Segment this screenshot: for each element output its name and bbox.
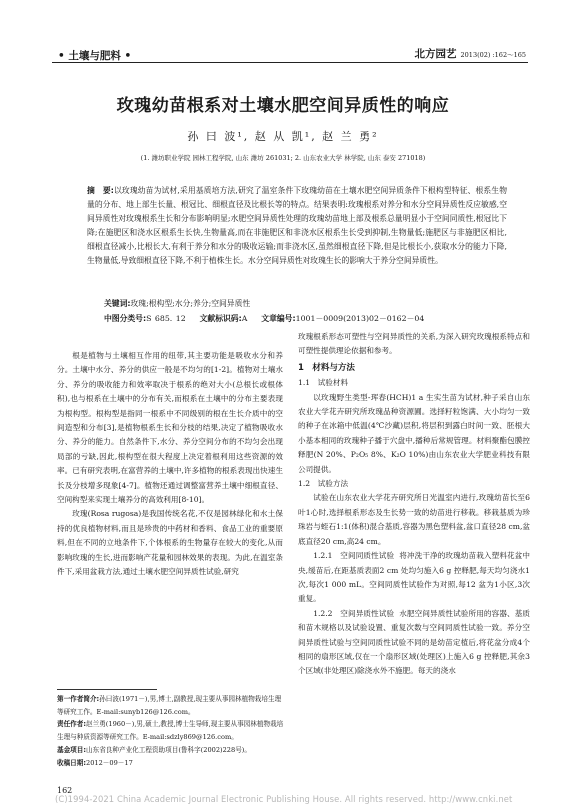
corresponding-author-label: 责任作者: [57, 720, 87, 729]
subsection-heading-1-2: 1.2 试验方法 [298, 479, 349, 489]
fund-note [57, 744, 285, 757]
subsection-heading-1-2-2: 1.2.2 空间异质性试验 [313, 608, 395, 618]
subsection-heading-1-1: 1.1 试验材料 [298, 378, 349, 388]
affiliation: (1. 潍坊职业学院 园林工程学院, 山东 潍坊 261031; 2. 山东农业大学 林学院, 山东 泰安 271018) [140, 154, 426, 162]
author-list: 孙 曰 波¹, 赵 从 凯¹, 赵 兰 勇² [187, 130, 379, 143]
cls-value: S 685. 12 [146, 314, 186, 323]
cls-label: 中图分类号: [104, 314, 147, 323]
article-label: 文章编号: [261, 314, 296, 323]
journal-citation: 2013(02) :162～165 [460, 51, 526, 59]
intro-paragraph-2: 玫瑰(Rosa rugosa)是我国传统名花,不仅是园林绿化和水土保持的优良植物材料,而且是珍贵的中药材和香料、食品工业的重要原料,但在不同的立地条件下,个体根系的生物量存在较大的变化,从而影响玫瑰的生长,进而影响产花量和园林效果的表现。为此,在温室条件下,采用盆栽方法,通过土壤水肥空间异质性试验,研究 [57, 509, 283, 577]
header-rule [52, 62, 528, 63]
paragraph-methods: 试验在山东农业大学花卉研究所日光温室内进行,玫瑰幼苗长至6叶1心时,选择根系形态及生长势一致的幼苗进行移栽。移栽基质为珍珠岩与蛭石1:1(体积)混合基质,容器为黑色塑料盆,盆口直径28 cm,盆底直径20 cm,高24 cm。 [298, 493, 530, 546]
intro-tail: 玫瑰根系形态可塑性与空间异质性的关系,为深入研究玫瑰根系特点和可塑性提供理论依据和参考。 [298, 332, 530, 356]
footnotes [57, 693, 285, 769]
paper-title: 玫瑰幼苗根系对土壤水肥空间异质性的响应 [116, 96, 450, 116]
received-date-label: 收稿日期: [57, 758, 87, 767]
footnote-rule [57, 689, 157, 690]
paragraph-materials: 以玫瑰野生类型-珲春(HCH)1 a 生实生苗为试材,种子采自山东农业大学花卉研究所玫瑰品种资源圃。选择籽粒饱满、大小均匀一致的种子在冰箱中低温(4℃沙藏)层积,将层积到露白时间一致、胚根大小基本相同的玫瑰种子播于穴盘中,播种后常规管理。材料聚酯包膜控释肥(N 20%、P₂O₅ 8%、K₂O 10%)由山东农业大学肥业科技有限公司提供。 [298, 392, 530, 474]
first-author-note [57, 693, 285, 718]
doc-label: 文献标识码: [199, 314, 242, 323]
section-label: • 土壤与肥料 • [58, 50, 132, 62]
heterogeneous-text: 水肥空间异质性试验所用的容器、基质和苗木规格以及试验设置、重复次数与空间同质性试验一致。养分空间异质性试验与空间同质性试验不同的是幼苗定植后,将花盆分成4个相同的扇形区域,仅在一个扇形区域(处理区)上施入6 g 控释肥,其余3个区域(非处理区)除浇水外不施肥。每天的浇水 [298, 608, 531, 676]
paragraph-homogeneous [298, 549, 530, 607]
abstract-label: 摘 要: [87, 186, 114, 195]
classification-line [104, 313, 424, 324]
right-column [298, 330, 530, 679]
left-column [57, 349, 283, 580]
intro-paragraph-1: 根是植物与土壤相互作用的纽带,其主要功能是吸收水分和养分。土壤中水分、养分的供应一般是不均匀的[1-2]。植物对土壤水分、养分的吸收能力和效率取决于根系的绝对大小(总根长或根体积),也与根系在土壤中的分布有关,而根系在土壤中的分布主要表现为根构型。根构型是指同一根系中不同级别的根在生长介质中的空间造型和分布[3],是植物根系生长和分枝的结果,决定了植物吸收水分、养分的能力。自然条件下,水分、养分空间分布的不均匀会出现局部的亏缺,因此,根构型在很大程度上决定着根利用这些资源的效率。已有研究表明,在富营养的土壤中,许多植物的根系表现出快速生长及分枝增多现象[4-7]。植物还通过调整富营养土壤中细根直径、空间构型来实现土壤养分的高效利用[8-10]。 [57, 351, 283, 505]
received-date: 2012－09－17 [86, 758, 133, 767]
received-date-note [57, 757, 285, 770]
abstract [87, 184, 507, 269]
first-author-label: 第一作者简介: [57, 695, 100, 703]
paragraph-heterogeneous [298, 607, 530, 679]
keywords-text: 玫瑰;根构型;水分;养分;空间异质性 [130, 299, 251, 308]
fund-text: 山东省良种产业化工程资助项目(鲁科字(2002)228号)。 [86, 745, 251, 754]
page-number: 162 [57, 786, 73, 795]
corresponding-author-note [57, 718, 285, 743]
subsection-heading-1-2-1: 1.2.1 空间同质性试验 [313, 551, 395, 561]
journal-header [415, 46, 526, 61]
copyright-watermark: (C)1994-2021 China Academic Journal Electronic Publishing House. All rights reserved. http://www.cnki.net [55, 794, 513, 804]
keywords-label: 关键词: [104, 299, 131, 308]
fund-label: 基金项目: [57, 745, 87, 754]
first-author-text: 孙曰波(1971－),男,博士,副教授,现主要从事园林植物栽培生理等研究工作。E-mail:sunyb126@126.com。 [57, 695, 282, 716]
article-value: 1001－0009(2013)02－0162－04 [295, 314, 425, 323]
journal-name: 北方园艺 [414, 48, 457, 60]
abstract-text: 以玫瑰幼苗为试材,采用基质培方法,研究了温室条件下玫瑰幼苗在土壤水肥空间异质条件下根构型特征、根系生物量的分布、地上部生长量、根冠比、细根直径及比根长等的特点。结果表明:玫瑰根系对养分和水分空间异质性反应敏感,空间异质性对玫瑰根系生长和分布影响明显;水肥空间异质性处理的玫瑰幼苗地上部及根系总量明显小于空间同质性,根冠比下降;在施肥区和浇水区根系生长快,生物量高,而在非施肥区和非浇水区根系生长受到抑制,生物量低;施肥区与非施肥区相比,细根直径减小,比根长大,有利于养分和水分的吸收运输;而非浇水区,虽然细根直径下降,但是比根长小,获取水分的能力下降,生物量低,导致细根直径下降,不利于植株生长。水分空间异质性对玫瑰生长的影响大于养分空间异质性。 [87, 186, 507, 266]
section-heading-1: 1 材料与方法 [298, 362, 355, 373]
homogeneous-text: 将冲洗干净的玫瑰幼苗栽入塑料花盆中央,缓苗后,在距基质表面2 cm 处均匀施入6 g 控释肥,每天均匀浇水1次,每次1 000 mL。空间同质性试验作为对照,每12 盆为1小区,3次重复。 [298, 551, 531, 604]
corresponding-author-text: 赵兰勇(1960－),男,硕士,教授,博士生导师,现主要从事园林植物栽培生理与种质资源等研究工作。E-mail:sdzly869@126.com。 [57, 720, 284, 742]
keywords [104, 298, 250, 309]
doc-value: A [241, 314, 248, 323]
